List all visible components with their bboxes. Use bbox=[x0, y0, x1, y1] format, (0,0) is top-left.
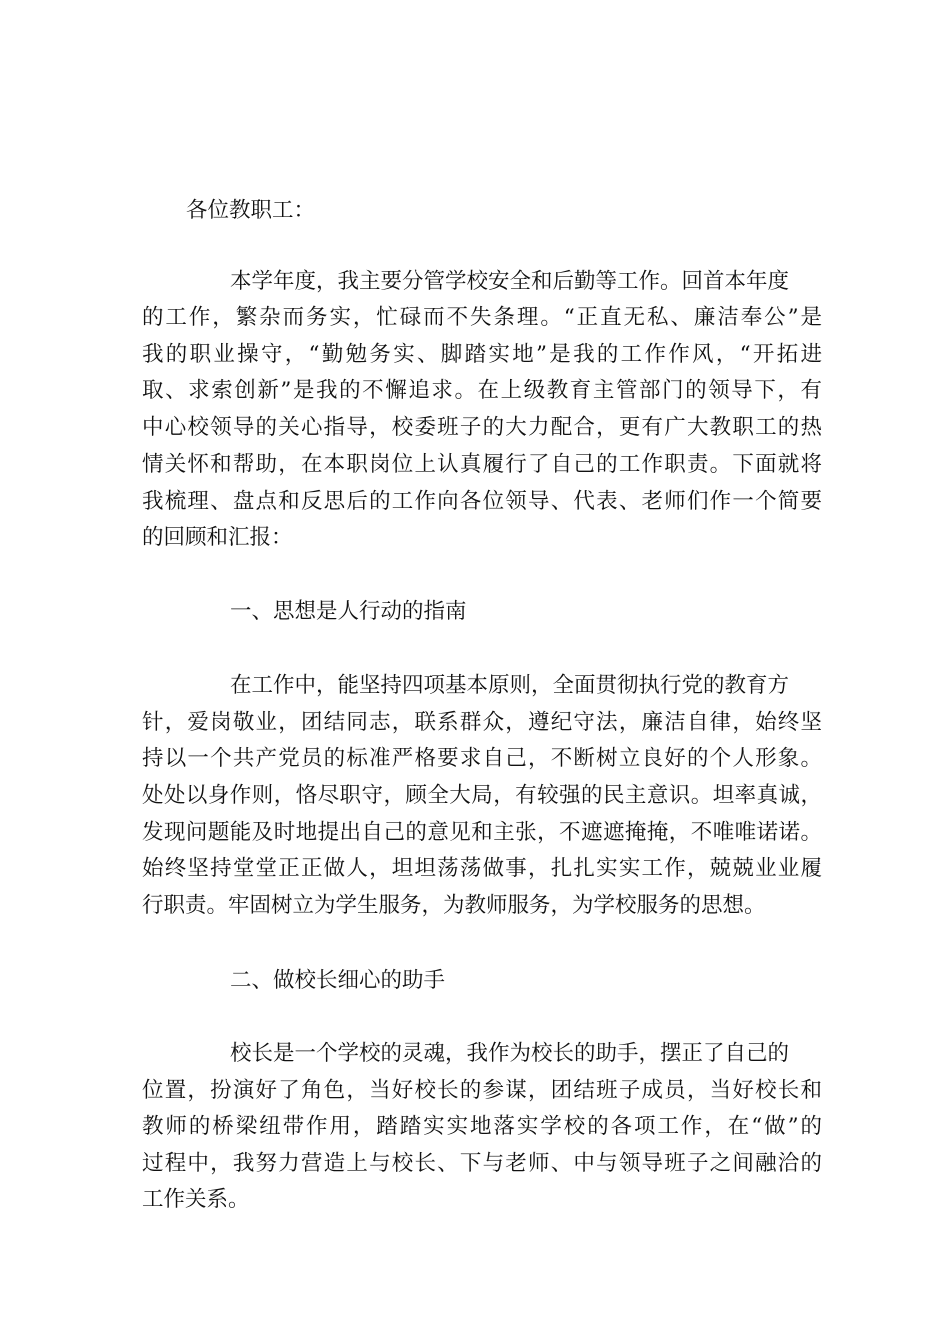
paragraph-1-line-4: 取、求索创新”是我的不懈追求。在上级教育主管部门的领导下，有 bbox=[142, 378, 822, 403]
paragraph-3-line-2: 位置，扮演好了角色，当好校长的参谋，团结班子成员，当好校长和 bbox=[142, 1078, 822, 1103]
paragraph-3-line-1: 校长是一个学校的灵魂，我作为校长的助手，摆正了自己的 bbox=[230, 1041, 790, 1066]
paragraph-2-line-3: 持以一个共产党员的标准严格要求自己，不断树立良好的个人形象。 bbox=[142, 746, 822, 771]
paragraph-2-line-5: 发现问题能及时地提出自己的意见和主张，不遮遮掩掩，不唯唯诺诺。 bbox=[142, 820, 822, 845]
paragraph-3-line-5: 工作关系。 bbox=[142, 1187, 250, 1212]
paragraph-2-line-7: 行职责。牢固树立为学生服务，为教师服务，为学校服务的思想。 bbox=[142, 893, 766, 918]
paragraph-3-line-4: 过程中，我努力营造上与校长、下与老师、中与领导班子之间融洽的 bbox=[142, 1151, 822, 1176]
paragraph-1-line-7: 我梳理、盘点和反思后的工作向各位领导、代表、老师们作一个简要 bbox=[142, 489, 822, 514]
salutation: 各位教职工： bbox=[186, 198, 316, 223]
paragraph-3-line-3: 教师的桥梁纽带作用，踏踏实实地落实学校的各项工作，在“做”的 bbox=[142, 1114, 822, 1139]
paragraph-2-line-6: 始终坚持堂堂正正做人，坦坦荡荡做事，扎扎实实工作，兢兢业业履 bbox=[142, 856, 822, 881]
paragraph-2-line-2: 针，爱岗敬业，团结同志，联系群众，遵纪守法，廉洁自律，始终坚 bbox=[142, 710, 822, 735]
paragraph-1-line-5: 中心校领导的关心指导，校委班子的大力配合，更有广大教职工的热 bbox=[142, 415, 822, 440]
paragraph-2-line-1: 在工作中，能坚持四项基本原则，全面贯彻执行党的教育方 bbox=[230, 673, 790, 698]
section-heading-1: 一、思想是人行动的指南 bbox=[230, 599, 467, 624]
paragraph-1-line-3: 我的职业操守，“勤勉务实、脚踏实地”是我的工作作风，“开拓进 bbox=[142, 342, 822, 367]
paragraph-1-line-1: 本学年度，我主要分管学校安全和后勤等工作。回首本年度 bbox=[230, 269, 790, 294]
section-heading-2: 二、做校长细心的助手 bbox=[230, 968, 446, 993]
paragraph-1-line-2: 的工作，繁杂而务实，忙碌而不失条理。“正直无私、廉洁奉公”是 bbox=[142, 305, 822, 330]
paragraph-1-line-6: 情关怀和帮助，在本职岗位上认真履行了自己的工作职责。下面就将 bbox=[142, 452, 822, 477]
paragraph-1-line-8: 的回顾和汇报： bbox=[142, 525, 293, 550]
paragraph-2-line-4: 处处以身作则，恪尽职守，顾全大局，有较强的民主意识。坦率真诚， bbox=[142, 783, 822, 808]
